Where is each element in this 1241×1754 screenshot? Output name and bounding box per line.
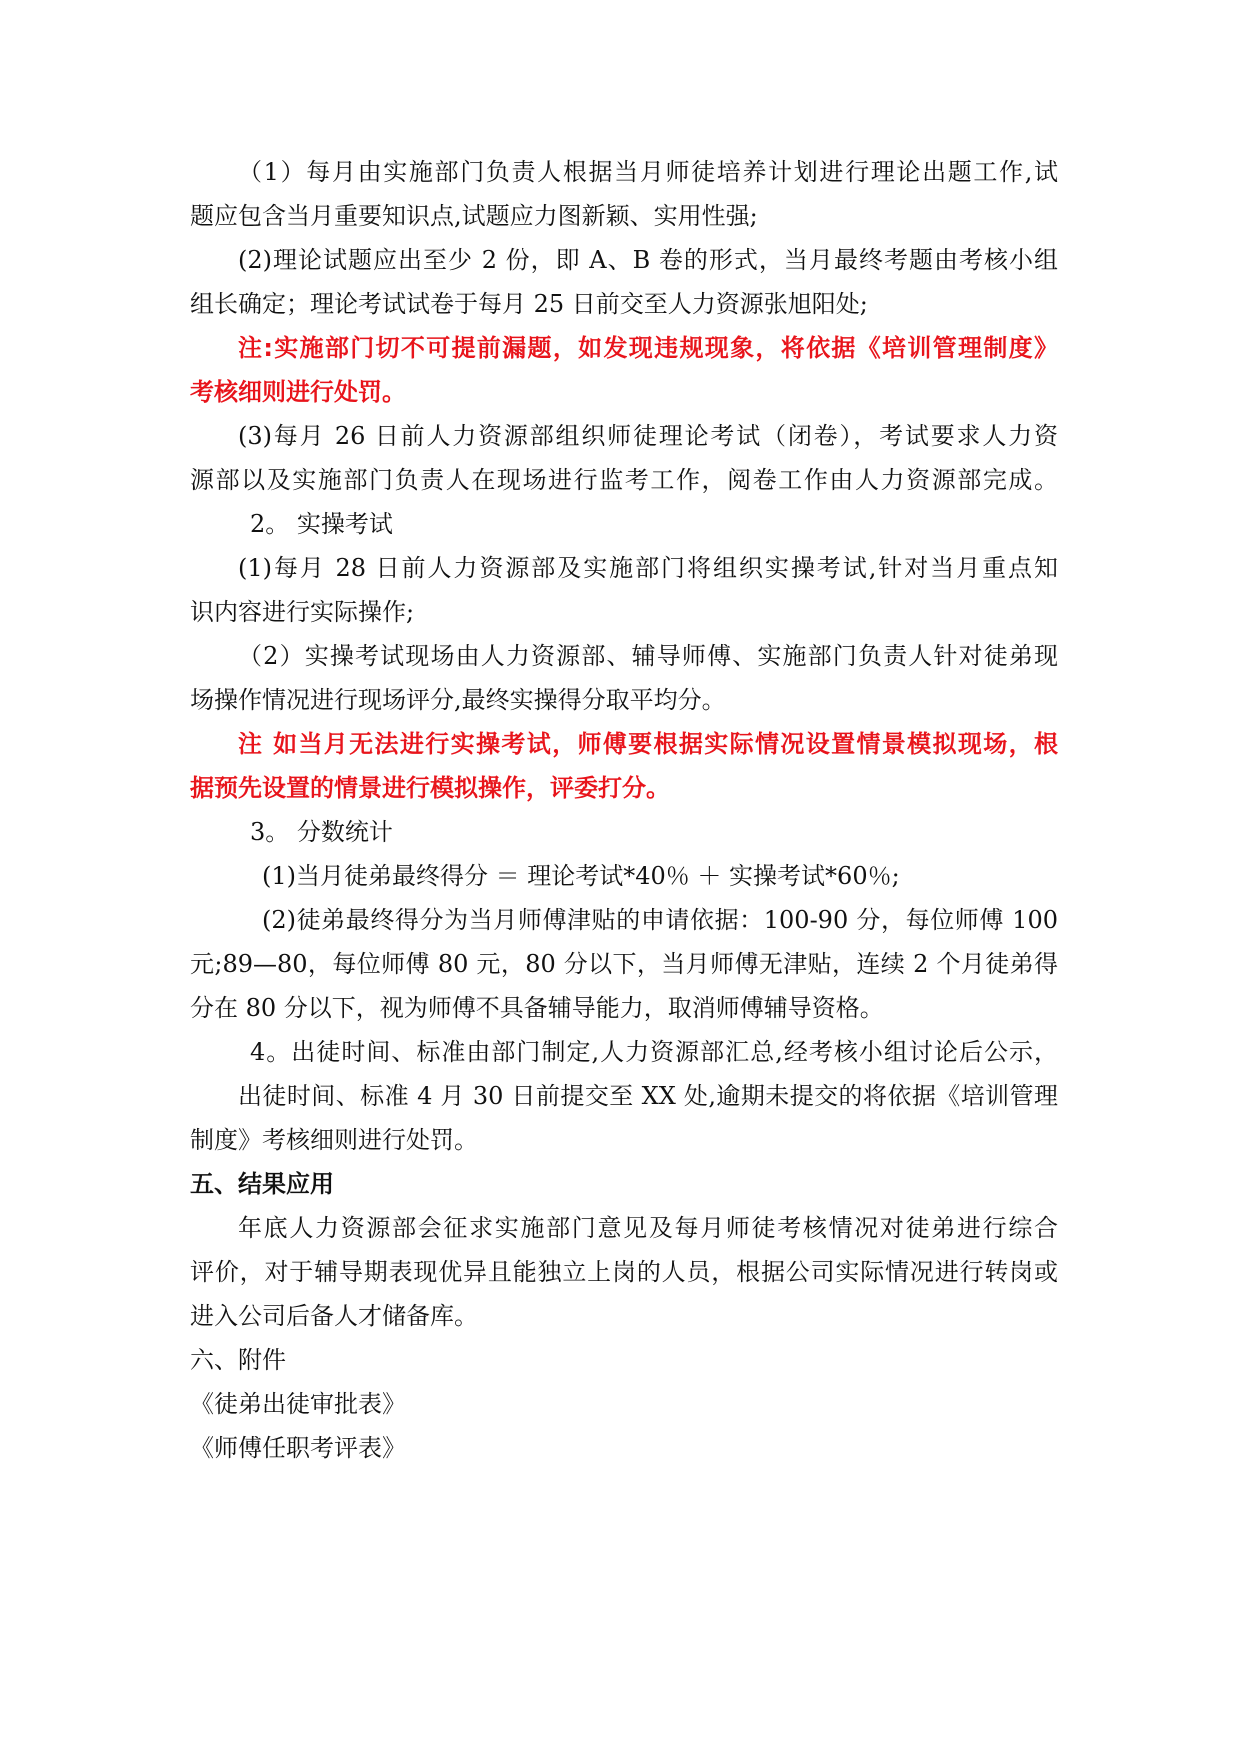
paragraph-line: 4。出徒时间、标准由部门制定,人力资源部汇总,经考核小组讨论后公示， [250, 1038, 1058, 1066]
paragraph-line: 制度》考核细则进行处罚。 [190, 1126, 478, 1154]
paragraph-line: 场操作情况进行现场评分,最终实操得分取平均分。 [190, 686, 726, 714]
note-warning-line: 注 如当月无法进行实操考试，师傅要根据实际情况设置情景模拟现场，根 [238, 730, 1058, 758]
paragraph-line: （1）每月由实施部门负责人根据当月师徒培养计划进行理论出题工作,试 [238, 158, 1058, 186]
paragraph-line: 评价，对于辅导期表现优异且能独立上岗的人员，根据公司实际情况进行转岗或 [190, 1258, 1058, 1286]
paragraph-line: (3)每月 26 日前人力资源部组织师徒理论考试（闭卷），考试要求人力资 [238, 422, 1058, 450]
section-title: 五、结果应用 [190, 1170, 334, 1198]
note-warning-line: 注:实施部门切不可提前漏题，如发现违规现象，将依据《培训管理制度》 [238, 334, 1058, 362]
paragraph-line: 组长确定；理论考试试卷于每月 25 日前交至人力资源张旭阳处; [190, 290, 868, 318]
paragraph-line: 源部以及实施部门负责人在现场进行监考工作，阅卷工作由人力资源部完成。 [190, 466, 1058, 494]
paragraph-line: （2）实操考试现场由人力资源部、辅导师傅、实施部门负责人针对徒弟现 [238, 642, 1058, 670]
note-warning-line: 据预先设置的情景进行模拟操作，评委打分。 [190, 774, 670, 802]
paragraph-line: 分在 80 分以下，视为师傅不具备辅导能力，取消师傅辅导资格。 [190, 994, 884, 1022]
section-heading: 2。 实操考试 [250, 510, 393, 538]
attachment-item: 《徒弟出徒审批表》 [190, 1390, 406, 1418]
note-warning-line: 考核细则进行处罚。 [190, 378, 406, 406]
paragraph-line: 进入公司后备人才储备库。 [190, 1302, 478, 1330]
paragraph-line: 年底人力资源部会征求实施部门意见及每月师徒考核情况对徒弟进行综合 [238, 1214, 1058, 1242]
paragraph-line: 识内容进行实际操作; [190, 598, 415, 626]
paragraph-line: (2)徒弟最终得分为当月师傅津贴的申请依据：100-90 分，每位师傅 100 [262, 906, 1058, 934]
paragraph-line: 出徒时间、标准 4 月 30 日前提交至 XX 处,逾期未提交的将依据《培训管理 [238, 1082, 1058, 1110]
section-heading: 3。 分数统计 [250, 818, 393, 846]
attachment-item: 《师傅任职考评表》 [190, 1434, 406, 1462]
paragraph-line: (2)理论试题应出至少 2 份，即 A、B 卷的形式，当月最终考题由考核小组 [238, 246, 1058, 274]
section-title: 六、附件 [190, 1346, 286, 1374]
paragraph-line: (1)每月 28 日前人力资源部及实施部门将组织实操考试,针对当月重点知 [238, 554, 1058, 582]
paragraph-line: 题应包含当月重要知识点,试题应力图新颖、实用性强; [190, 202, 758, 230]
paragraph-line: 元;89—80，每位师傅 80 元，80 分以下，当月师傅无津贴，连续 2 个月徒弟得 [190, 950, 1058, 978]
formula-line: (1)当月徒弟最终得分 ＝ 理论考试*40％ ＋ 实操考试*60％; [262, 862, 900, 890]
